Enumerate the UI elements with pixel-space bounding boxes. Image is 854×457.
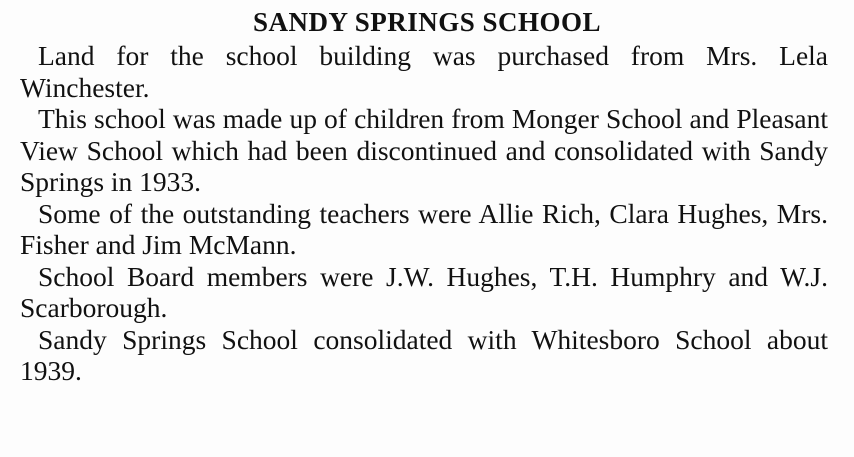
- document-body: [20, 40, 828, 387]
- paragraph-land: Land for the school building was purchased from Mrs. Lela Winchester.: [20, 40, 828, 103]
- paragraph-teachers: Some of the outstanding teachers were Allie Rich, Clara Hughes, Mrs. Fisher and Jim McMann.: [20, 197, 828, 260]
- paragraph-board-members: School Board members were J.W. Hughes, T.H. Humphry and W.J. Scarborough.: [20, 260, 828, 323]
- paragraph-whitesboro: Sandy Springs School consolidated with Whitesboro School about 1939.: [20, 323, 828, 386]
- paragraph-consolidation: This school was made up of children from Monger School and Pleasant View School which had been discontinued and consolidated with Sandy Springs in 1933.: [20, 103, 828, 197]
- page-title: SANDY SPRINGS SCHOOL: [252, 7, 602, 37]
